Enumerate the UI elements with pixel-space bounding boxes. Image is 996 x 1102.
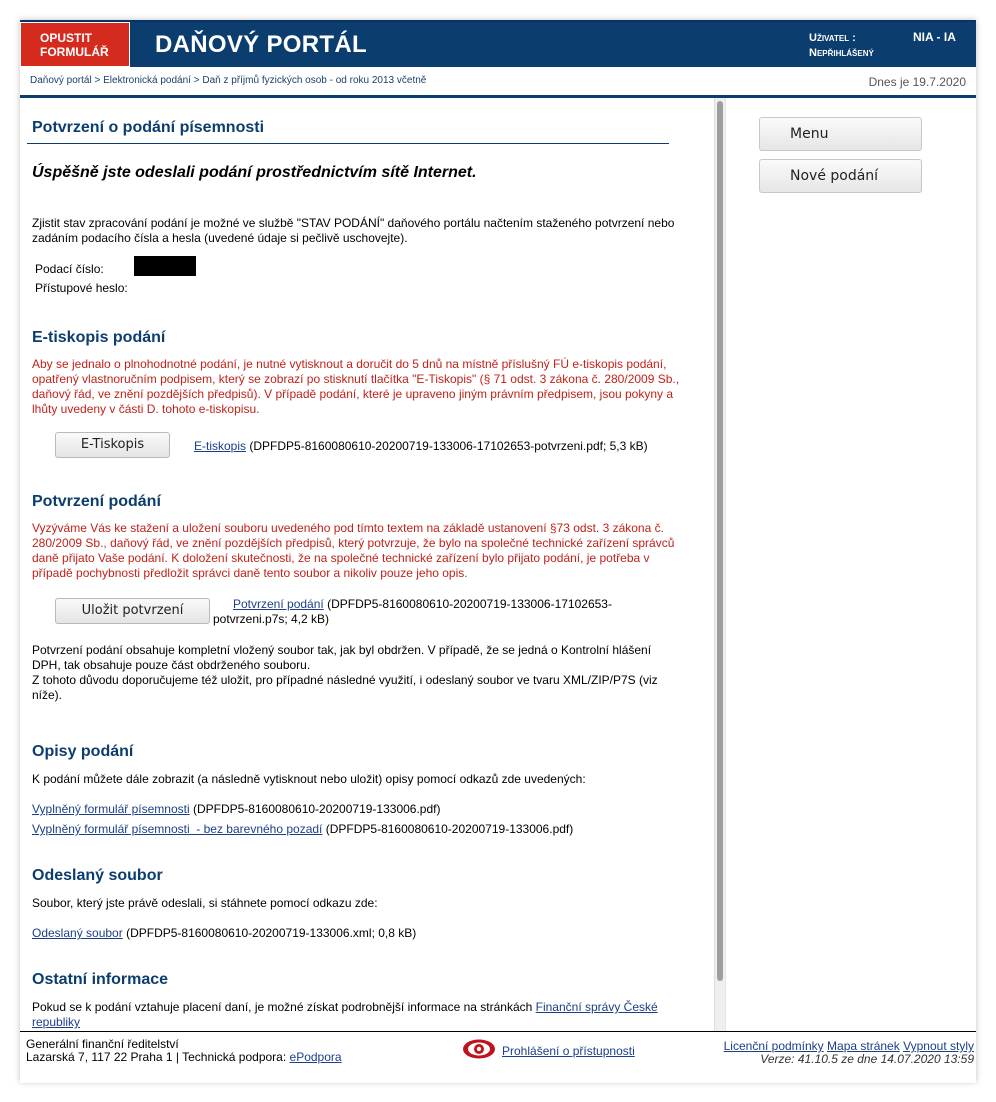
support-link[interactable]: ePodpora (289, 1050, 342, 1064)
eye-icon (462, 1038, 496, 1065)
opisy-intro: K podání můžete dále zobrazit (a následně vytisknout nebo uložit) opisy pomocí odkazů zde uvedených: (32, 772, 586, 786)
menu-button[interactable]: Menu (759, 117, 922, 151)
etiskopis-file-info: (DPFDP5-8160080610-20200719-133006-17102653-potvrzeni.pdf; 5,3 kB) (249, 439, 648, 453)
footer-links (724, 1039, 974, 1065)
potvrzeni-file-info-2: potvrzeni.p7s; 4,2 kB) (213, 612, 330, 626)
potvrzeni-link-row (213, 597, 653, 627)
footer-org-info (26, 1038, 342, 1064)
footer-link-row (724, 1039, 974, 1053)
opisy-heading: Opisy podání (32, 743, 134, 760)
footer-address: Lazarská 7, 117 22 Praha 1 | Technická podpora: (26, 1050, 287, 1064)
page-frame (20, 20, 976, 1082)
portal-title: DAŇOVÝ PORTÁL (155, 31, 367, 58)
exit-form-label-line2: FORMULÁŘ (40, 45, 109, 59)
potvrzeni-note-2: Z tohoto důvodu doporučujeme též uložit, pro případné následné využití, i odeslaný soubor ve tvaru XML/ZIP/P7S (viz níže). (32, 673, 658, 702)
exit-form-button[interactable] (20, 22, 130, 67)
etiskopis-link-row (194, 439, 694, 453)
heslo-value-redacted (134, 256, 196, 276)
potvrzeni-file-info-1: (DPFDP5-8160080610-20200719-133006-17102653- (327, 597, 612, 611)
filled-form-file-info: (DPFDP5-8160080610-20200719-133006.pdf) (192, 802, 441, 816)
save-confirmation-button[interactable]: Uložit potvrzení (55, 598, 210, 624)
financial-administration-link[interactable]: Finanční správy České republiky (32, 1000, 658, 1029)
license-link[interactable]: Licenční podmínky (723, 1039, 824, 1053)
sent-file-info: (DPFDP5-8160080610-20200719-133006.xml; 0,8 kB) (126, 926, 417, 940)
exit-form-label-line1: OPUSTIT (40, 31, 93, 45)
filled-form-no-bg-file-info: (DPFDP5-8160080610-20200719-133006.pdf) (325, 822, 574, 836)
user-value: Nepřihlášený (809, 47, 874, 59)
footer-address-row (26, 1051, 342, 1064)
new-submission-button[interactable]: Nové podání (759, 159, 922, 193)
ostatni-text-before: Pokud se k podání vztahuje placení daní, je možné získat podrobnější informace na stránkách (32, 1000, 533, 1014)
breadcrumb-bar (20, 67, 976, 98)
user-status (809, 31, 874, 61)
filled-form-no-bg-link[interactable]: Vyplněný formulář písemnosti - bez barevného pozadí (32, 822, 323, 836)
odeslany-row (32, 926, 416, 940)
version-info: Verze: 41.10.5 ze dne 14.07.2020 13:59 (760, 1052, 974, 1066)
sitemap-link[interactable]: Mapa stránek (827, 1039, 900, 1053)
footer-org: Generální finanční ředitelství (26, 1037, 179, 1051)
etiskopis-link[interactable]: E-tiskopis (194, 439, 247, 453)
breadcrumb-item-portal[interactable]: Daňový portál (30, 75, 92, 86)
potvrzeni-note-1: Potvrzení podání obsahuje kompletní vložený soubor tak, jak byl obdržen. V případě, že se jedná o Kontrolní hlášení DPH, tak obsahuje pouze část obdrženého souboru. (32, 643, 652, 672)
page-title: Potvrzení o podání písemnosti (32, 119, 265, 136)
podaci-label: Podací číslo: (35, 262, 104, 276)
intro-text: Zjistit stav zpracování podání je možné ve službě "STAV PODÁNÍ" daňového portálu načtením staženého potvrzení nebo zadáním podacího čísla a hesla (uvedené údaje si pečlivě uschovejte). (32, 216, 675, 245)
scrollbar-thumb[interactable] (717, 101, 723, 981)
title-divider (27, 143, 669, 144)
opisy-row-1 (32, 802, 440, 816)
sent-file-link[interactable]: Odeslaný soubor (32, 926, 123, 940)
ostatni-text (32, 1000, 682, 1030)
opisy-row-2 (32, 822, 573, 836)
etiskopis-button[interactable]: E-Tiskopis (55, 432, 170, 458)
auth-type: NIA - IA (913, 30, 956, 44)
main-content (20, 98, 714, 1031)
breadcrumb-separator: > (193, 75, 200, 86)
footer (20, 1031, 976, 1083)
ostatni-heading: Ostatní informace (32, 971, 169, 988)
breadcrumb-separator: > (94, 75, 101, 86)
breadcrumb-item-tax[interactable]: Daň z příjmů fyzických osob - od roku 2013 včetně (202, 75, 427, 86)
filled-form-link[interactable]: Vyplněný formulář písemnosti (32, 802, 190, 816)
header-bar (20, 20, 976, 67)
potvrzeni-warning: Vyzýváme Vás ke stažení a uložení souboru uvedeného pod tímto textem na základě ustanovení §73 odst. 3 zákona č. 280/2009 Sb., daňový řád, ve znění pozdějších předpisů, který potvrzuje, že bylo na společné technické zařízení správců daně přijato Vaše podání. K doložení skutečnosti, že na společné technické zařízení bylo přijato podání, je potřeba v případě pochybnosti předložit správci daně tento soubor a nikoliv pouze jeho opis. (32, 521, 675, 580)
breadcrumb (30, 75, 426, 86)
user-label: Uživatel : (809, 32, 856, 44)
heslo-label: Přístupové heslo: (35, 281, 128, 295)
etiskopis-warning: Aby se jednalo o plnohodnotné podání, je nutné vytisknout a doručit do 5 dnů na místně příslušný FÚ e-tiskopis podání, opatřený vlastnoručním podpisem, který se zobrazí po stisknutí tlačítka "E-Tiskopis" (§ 71 odst. 3 zákona č. 280/2009 Sb., daňový řád, ve znění pozdějších předpisů). V případě podání, které je upraveno jiným právním předpisem, jsou pokyny a lhůty uvedeny v části D. tohoto e-tiskopisu. (32, 357, 680, 416)
potvrzeni-link[interactable]: Potvrzení podání (233, 597, 324, 611)
current-date: Dnes je 19.7.2020 (868, 75, 966, 89)
sidebar (725, 98, 977, 1031)
odeslany-intro: Soubor, který jste právě odeslali, si stáhnete pomocí odkazu zde: (32, 896, 378, 910)
odeslany-heading: Odeslaný soubor (32, 867, 163, 884)
etiskopis-heading: E-tiskopis podání (32, 329, 166, 346)
potvrzeni-heading: Potvrzení podání (32, 493, 161, 510)
success-message: Úspěšně jste odeslali podání prostřednictvím sítě Internet. (32, 164, 477, 181)
breadcrumb-item-electronic[interactable]: Elektronická podání (103, 75, 191, 86)
accessibility-statement-link[interactable]: Prohlášení o přístupnosti (502, 1044, 635, 1058)
disable-styles-link[interactable]: Vypnout styly (903, 1039, 974, 1053)
